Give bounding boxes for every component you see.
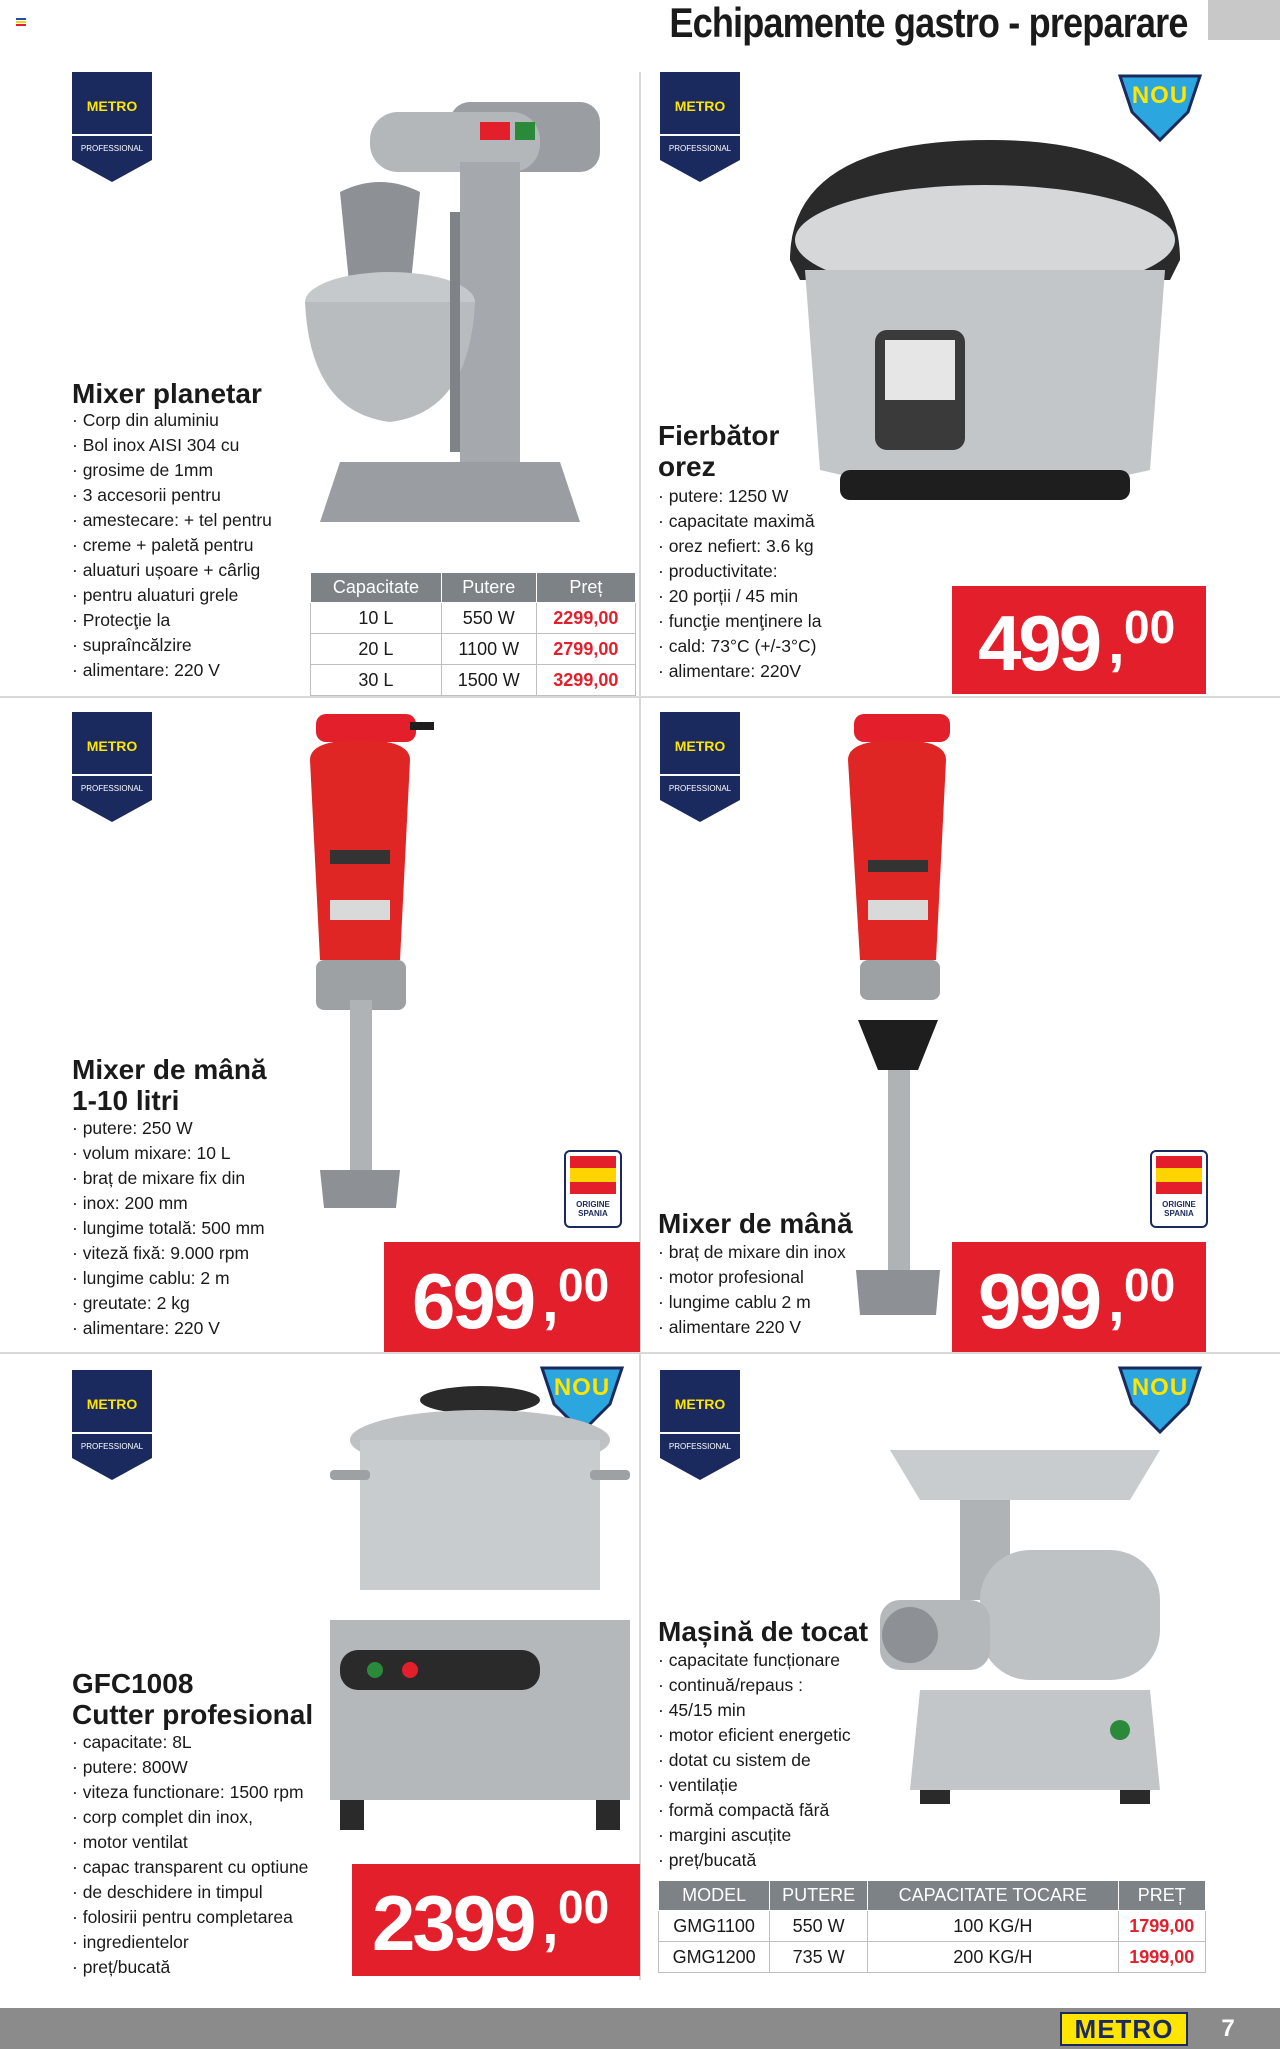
spec-item: · pentru aluaturi grele	[72, 583, 312, 608]
specs-hand-mixer-1	[72, 1116, 312, 1341]
price-tag-cutter	[352, 1864, 640, 1976]
table-cell: 100 KG/H	[868, 1911, 1119, 1942]
spec-item: · capacitate maximă	[658, 509, 898, 534]
spec-item: · putere: 800W	[72, 1755, 342, 1780]
table-cell: 1100 W	[441, 634, 536, 665]
spec-item: · productivitate:	[658, 559, 898, 584]
spec-item: · de deschidere in timpul	[72, 1880, 342, 1905]
cutter-image	[330, 1380, 630, 1840]
spec-item: · greutate: 2 kg	[72, 1291, 312, 1316]
table-cell: 10 L	[311, 603, 442, 634]
table-cell-price: 1999,00	[1118, 1942, 1205, 1973]
spec-item: · formă compactă fără	[658, 1798, 888, 1823]
spec-item: · Bol inox AISI 304 cu	[72, 433, 312, 458]
spec-item: · amestecare: + tel pentru	[72, 508, 312, 533]
price-main: 499	[978, 599, 1100, 687]
table-cell-price: 2299,00	[536, 603, 635, 634]
page-title: Echipamente gastro - preparare	[669, 0, 1188, 46]
price-cents: 00	[1124, 1259, 1176, 1311]
page-number: 7	[1221, 2015, 1235, 2042]
hand-mixer-image	[300, 710, 440, 1210]
spain-flag-icon	[1156, 1156, 1202, 1194]
spec-item: · continuă/repaus :	[658, 1673, 888, 1698]
table-row	[659, 1911, 1206, 1942]
spec-item: · Protecţie la	[72, 608, 312, 633]
divider-vertical-row1	[639, 72, 641, 696]
title-line: Cutter profesional	[72, 1699, 314, 1730]
spec-item: · alimentare: 220 V	[72, 658, 312, 683]
specs-planetary-mixer	[72, 408, 312, 683]
page-header	[0, 0, 1280, 48]
price-cents: 00	[558, 1259, 610, 1311]
table-header: PUTERE	[770, 1881, 868, 1911]
title-line: 1-10 litri	[72, 1085, 180, 1116]
price-tag-hand-mixer-1	[384, 1242, 640, 1352]
spec-item: · 45/15 min	[658, 1698, 888, 1723]
table-header: Preț	[536, 573, 635, 603]
spec-item: · margini ascuțite	[658, 1823, 888, 1848]
spec-item: · grosime de 1mm	[72, 458, 312, 483]
metro-professional-badge: METRO PROFESSIONAL	[660, 1370, 740, 1480]
table-cell: GMG1200	[659, 1942, 770, 1973]
spec-item: · supraîncălzire	[72, 633, 312, 658]
metro-logo: METRO	[1060, 2012, 1188, 2046]
spec-item: · lungime totală: 500 mm	[72, 1216, 312, 1241]
spec-item: · ingredientelor	[72, 1930, 342, 1955]
table-cell-price: 3299,00	[536, 665, 635, 696]
spec-item: · alimentare: 220 V	[72, 1316, 312, 1341]
price-tag-hand-mixer-2	[952, 1242, 1206, 1352]
price-comma: ,	[542, 1267, 556, 1334]
spec-item: · capacitate: 8L	[72, 1730, 342, 1755]
metro-professional-badge: METRO PROFESSIONAL	[660, 712, 740, 822]
table-cell-price: 2799,00	[536, 634, 635, 665]
spec-item: · lungime cablu 2 m	[658, 1290, 878, 1315]
specs-cutter	[72, 1730, 342, 1980]
table-cell: GMG1100	[659, 1911, 770, 1942]
table-header: Capacitate	[311, 573, 442, 603]
product-title-meat-grinder: Mașină de tocat	[658, 1616, 869, 1647]
table-cell: 30 L	[311, 665, 442, 696]
rice-cooker-image	[780, 140, 1190, 510]
price-comma: ,	[1108, 1267, 1122, 1334]
product-title-hand-mixer-1	[72, 1054, 267, 1116]
spec-item: · 20 porții / 45 min	[658, 584, 898, 609]
price-main: 2399	[372, 1879, 534, 1967]
romania-flag-icon	[16, 18, 26, 25]
header-tab-decoration	[1208, 0, 1280, 40]
spec-item: · dotat cu sistem de	[658, 1748, 888, 1773]
spain-flag-icon	[570, 1156, 616, 1194]
origin-spain-badge: ORIGINE SPANIA	[564, 1150, 622, 1228]
spec-item: · lungime cablu: 2 m	[72, 1266, 312, 1291]
new-badge: NOU	[1114, 1364, 1206, 1434]
table-cell: 550 W	[441, 603, 536, 634]
title-line: Mixer de mână	[72, 1054, 267, 1085]
price-main: 699	[412, 1257, 534, 1345]
spec-item: · motor profesional	[658, 1265, 878, 1290]
spec-item: · corp complet din inox,	[72, 1805, 342, 1830]
product-title-planetary-mixer: Mixer planetar	[72, 378, 262, 409]
spec-item: · cald: 73°C (+/-3°C)	[658, 634, 898, 659]
price-main: 999	[978, 1257, 1100, 1345]
spec-item: · capacitate funcționare	[658, 1648, 888, 1673]
table-cell: 735 W	[770, 1942, 868, 1973]
spec-item: · folosirii pentru completarea	[72, 1905, 342, 1930]
metro-professional-badge: METRO PROFESSIONAL	[72, 1370, 152, 1480]
product-title-rice-cooker	[658, 420, 779, 482]
title-line: Fierbător	[658, 420, 780, 451]
spec-item: · capac transparent cu optiune	[72, 1855, 342, 1880]
origin-spain-badge: ORIGINE SPANIA	[1150, 1150, 1208, 1228]
spec-item: · funcţie menţinere la	[658, 609, 898, 634]
table-header: Putere	[441, 573, 536, 603]
meat-grinder-image	[880, 1430, 1170, 1810]
table-cell: 200 KG/H	[868, 1942, 1119, 1973]
spec-item: · 3 accesorii pentru	[72, 483, 312, 508]
table-header: PREȚ	[1118, 1881, 1205, 1911]
spec-item: · Corp din aluminiu	[72, 408, 312, 433]
price-cents: 00	[1124, 601, 1176, 653]
new-badge: NOU	[536, 1364, 628, 1434]
product-title-hand-mixer-2: Mixer de mână	[658, 1208, 853, 1239]
metro-professional-badge: METRO PROFESSIONAL	[72, 712, 152, 822]
spec-item: · braț de mixare fix din	[72, 1166, 312, 1191]
spec-item: · viteza functionare: 1500 rpm	[72, 1780, 342, 1805]
spec-item: · alimentare 220 V	[658, 1315, 878, 1340]
table-cell: 1500 W	[441, 665, 536, 696]
title-line: orez	[658, 451, 716, 482]
spec-item: · motor ventilat	[72, 1830, 342, 1855]
spec-item: · creme + paletă pentru	[72, 533, 312, 558]
table-header: CAPACITATE TOCARE	[868, 1881, 1119, 1911]
spec-item: · inox: 200 mm	[72, 1191, 312, 1216]
spec-item: · alimentare: 220V	[658, 659, 898, 684]
table-row	[659, 1942, 1206, 1973]
metro-professional-badge: METRO PROFESSIONAL	[72, 72, 152, 182]
table-row	[311, 634, 636, 665]
table-header: MODEL	[659, 1881, 770, 1911]
spec-item: · viteză fixă: 9.000 rpm	[72, 1241, 312, 1266]
metro-professional-badge: METRO PROFESSIONAL	[660, 72, 740, 182]
price-cents: 00	[558, 1881, 610, 1933]
table-cell-price: 1799,00	[1118, 1911, 1205, 1942]
new-badge: NOU	[1114, 72, 1206, 142]
spec-item: · orez nefiert: 3.6 kg	[658, 534, 898, 559]
specs-meat-grinder	[658, 1648, 888, 1873]
hand-mixer-detached-image	[838, 710, 968, 1320]
planetary-mixer-image	[300, 72, 610, 542]
spec-item: · aluaturi ușoare + cârlig	[72, 558, 312, 583]
table-cell: 550 W	[770, 1911, 868, 1942]
price-comma: ,	[542, 1889, 556, 1956]
spec-item: · preț/bucată	[658, 1848, 888, 1873]
spec-item: · motor eficient energetic	[658, 1723, 888, 1748]
specs-hand-mixer-2	[658, 1240, 878, 1340]
spec-item: · putere: 1250 W	[658, 484, 898, 509]
price-table-meat-grinder	[658, 1880, 1206, 1973]
product-title-cutter	[72, 1668, 313, 1730]
price-tag-rice-cooker	[952, 586, 1206, 694]
spec-item: · putere: 250 W	[72, 1116, 312, 1141]
spec-item: · ventilație	[658, 1773, 888, 1798]
price-comma: ,	[1108, 609, 1122, 676]
table-cell: 20 L	[311, 634, 442, 665]
spec-item: · volum mixare: 10 L	[72, 1141, 312, 1166]
spec-item: · preț/bucată	[72, 1955, 342, 1980]
table-row	[311, 665, 636, 696]
specs-rice-cooker	[658, 484, 898, 684]
table-row	[311, 603, 636, 634]
price-table-planetary-mixer	[310, 572, 636, 696]
spec-item: · braț de mixare din inox	[658, 1240, 878, 1265]
title-line: GFC1008	[72, 1668, 194, 1699]
